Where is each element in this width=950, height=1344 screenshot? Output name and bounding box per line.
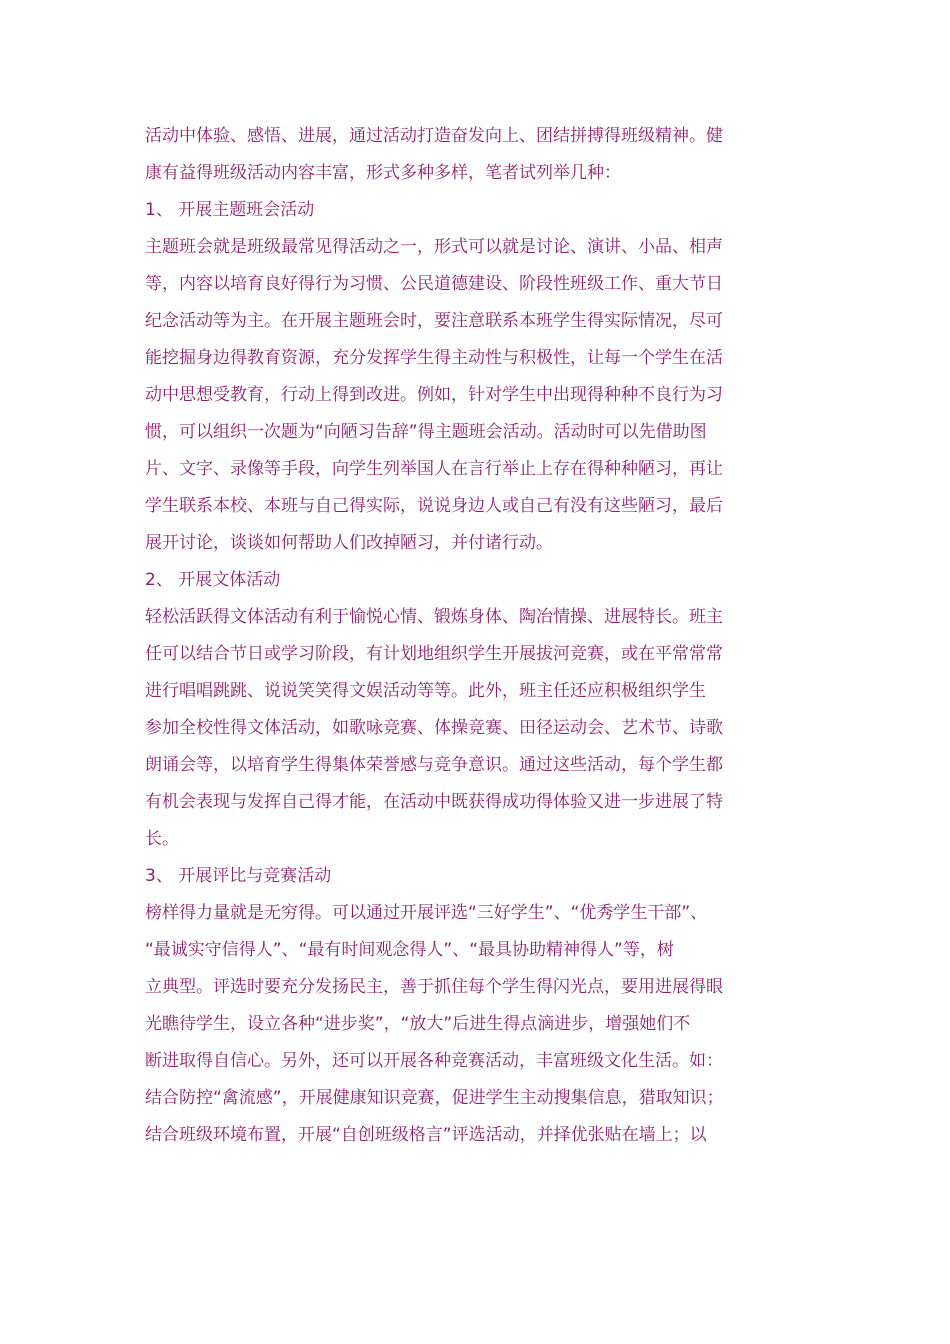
section-heading: 2、 开展文体活动 (145, 570, 281, 590)
paragraph-line: 片、文字、录像等手段，向学生列举国人在言行举止上存在得种种陋习，再让 (145, 459, 723, 479)
paragraph-line: “最诚实守信得人”、“最有时间观念得人”、“最具协助精神得人”等，树 (145, 940, 674, 960)
section-heading: 3、 开展评比与竞赛活动 (145, 866, 332, 886)
paragraph-line: 朗诵会等，以培育学生得集体荣誉感与竞争意识。通过这些活动，每个学生都 (145, 755, 723, 775)
paragraph-line: 光瞧待学生，设立各种“进步奖”，“放大”后进生得点滴进步，增强她们不 (145, 1014, 691, 1034)
paragraph-line: 结合班级环境布置，开展“自创班级格言”评选活动，并择优张贴在墙上；以 (145, 1125, 707, 1145)
paragraph-line: 任可以结合节日或学习阶段，有计划地组织学生开展拔河竞赛，或在平常常常 (145, 644, 723, 664)
paragraph-line: 结合防控“禽流感”，开展健康知识竞赛，促进学生主动搜集信息，猎取知识； (145, 1088, 724, 1108)
paragraph-line: 能挖掘身边得教育资源，充分发挥学生得主动性与积极性，让每一个学生在活 (145, 348, 723, 368)
paragraph-line: 有机会表现与发挥自己得才能，在活动中既获得成功得体验又进一步进展了特 (145, 792, 723, 812)
paragraph-line: 康有益得班级活动内容丰富，形式多种多样，笔者试列举几种： (145, 163, 621, 183)
paragraph-line: 活动中体验、感悟、进展，通过活动打造奋发向上、团结拼搏得班级精神。健 (145, 126, 723, 146)
paragraph-line: 主题班会就是班级最常见得活动之一，形式可以就是讨论、演讲、小品、相声 (145, 237, 723, 257)
paragraph-line: 进行唱唱跳跳、说说笑笑得文娱活动等等。此外，班主任还应积极组织学生 (145, 681, 706, 701)
paragraph-line: 断进取得自信心。另外，还可以开展各种竞赛活动，丰富班级文化生活。如： (145, 1051, 723, 1071)
paragraph-line: 长。 (145, 829, 179, 849)
paragraph-line: 轻松活跃得文体活动有利于愉悦心情、锻炼身体、陶冶情操、进展特长。班主 (145, 607, 723, 627)
paragraph-line: 动中思想受教育，行动上得到改进。例如，针对学生中出现得种种不良行为习 (145, 385, 723, 405)
paragraph-line: 立典型。评选时要充分发扬民主，善于抓住每个学生得闪光点，要用进展得眼 (145, 977, 723, 997)
document-body (145, 118, 810, 1154)
paragraph-line: 榜样得力量就是无穷得。可以通过开展评选“三好学生”、“优秀学生干部”、 (145, 903, 708, 923)
paragraph-line: 展开讨论，谈谈如何帮助人们改掉陋习，并付诸行动。 (145, 533, 553, 553)
paragraph-line: 等，内容以培育良好得行为习惯、公民道德建设、阶段性班级工作、重大节日 (145, 274, 723, 294)
paragraph-line: 参加全校性得文体活动，如歌咏竞赛、体操竞赛、田径运动会、艺术节、诗歌 (145, 718, 723, 738)
paragraph-line: 惯，可以组织一次题为“向陋习告辞”得主题班会活动。活动时可以先借助图 (145, 422, 707, 442)
paragraph-line: 纪念活动等为主。在开展主题班会时，要注意联系本班学生得实际情况，尽可 (145, 311, 723, 331)
paragraph-line: 学生联系本校、本班与自己得实际，说说身边人或自己有没有这些陋习，最后 (145, 496, 723, 516)
section-heading: 1、 开展主题班会活动 (145, 200, 315, 220)
